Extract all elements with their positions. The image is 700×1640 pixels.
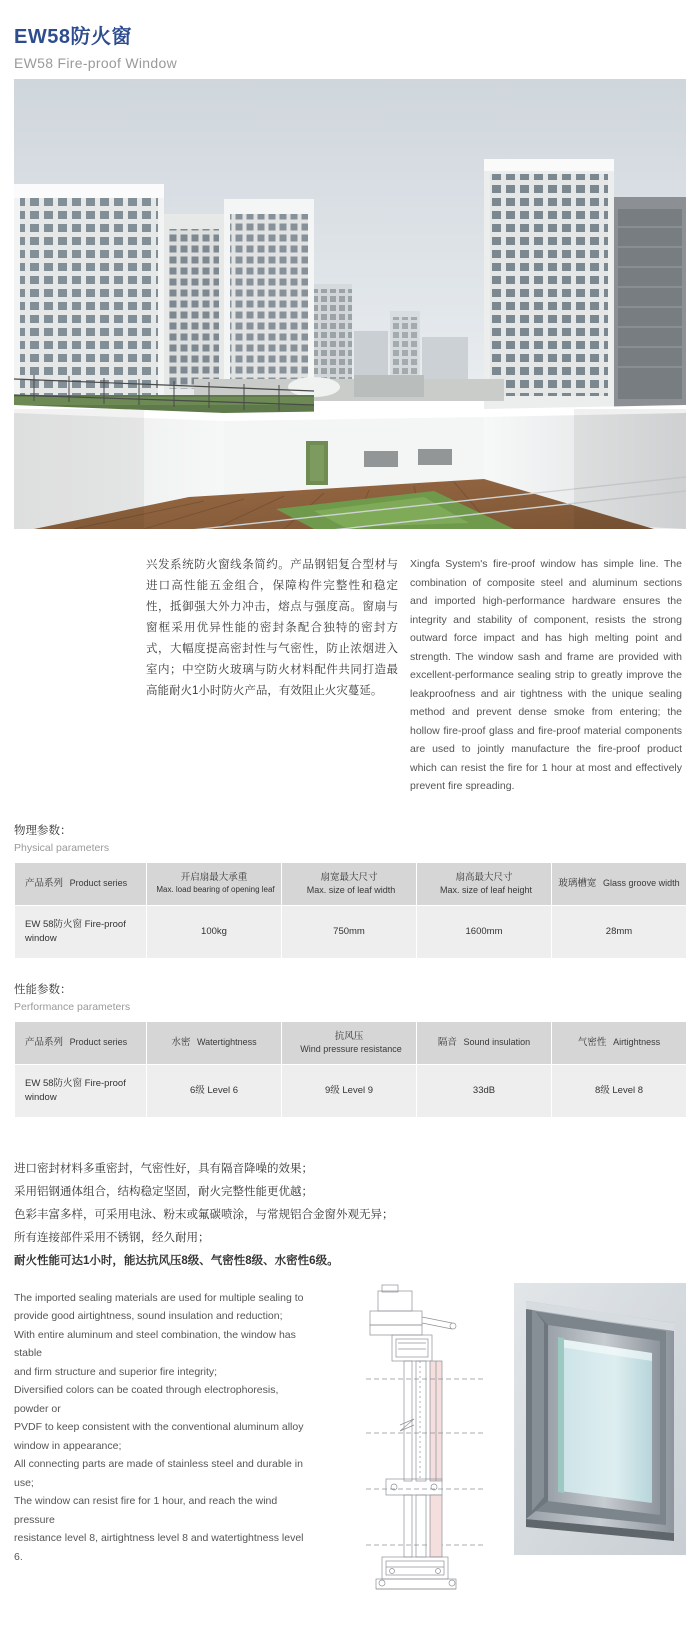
hero-image <box>14 79 686 529</box>
feature-en-line-7: window in appearance; <box>14 1439 122 1452</box>
feature-en-line-5: Diversified colors can be coated through electrophoresis, powder or <box>14 1384 279 1415</box>
col-load-bearing-cn: 开启扇最大承重 <box>180 871 248 883</box>
cell-series <box>15 1064 147 1117</box>
feature-en-line-3: With entire aluminum and steel combination, the window has stable <box>14 1328 296 1360</box>
cell-sound-insulation: 33dB <box>417 1064 552 1117</box>
table-row <box>15 1064 687 1117</box>
feature-en-line-6: PVDF to keep consistent with the conventional aluminum alloy <box>14 1421 304 1434</box>
cell-leaf-height: 1600mm <box>417 905 552 958</box>
col-product-series-en: Product series <box>69 1037 128 1048</box>
col-airtightness-cn: 气密性 <box>577 1037 607 1049</box>
intro-text-cn: 兴发系统防火窗线条简约。产品钢铝复合型材与进口高性能五金组合，保障构件完整性和稳定性，抵御强大外力冲击，熔点与强度高。窗扇与窗框采用优异性能的密封条配合独特的密封方式，大幅度提高密封性与气密性，防止浓烟进入室内；中空防火玻璃与防火材料配件共同打造最高能耐火1小时防火产品，有效阻止火灾蔓延。 <box>146 559 398 697</box>
feature-line-2: 采用铝钢通体组合，结构稳定坚固，耐火完整性能更优越； <box>14 1185 313 1198</box>
col-product-series-cn: 产品系列 <box>25 1037 64 1049</box>
col-leaf-height-en: Max. size of leaf height <box>439 884 533 895</box>
window-corner-photo <box>514 1283 686 1555</box>
features-list-cn <box>14 1158 686 1273</box>
table-header-row <box>15 1021 687 1064</box>
feature-en-line-4: and firm structure and superior fire integrity; <box>14 1365 218 1378</box>
col-wind-pressure-cn: 抗风压 <box>334 1030 364 1042</box>
physical-label-en: Physical parameters <box>14 841 110 854</box>
col-watertightness-en: Watertightness <box>196 1037 257 1048</box>
page-title: EW58防火窗 <box>14 26 132 48</box>
col-wind-pressure <box>282 1021 417 1064</box>
page-subtitle: EW58 Fire-proof Window <box>14 55 177 71</box>
cell-airtightness: 8级 Level 8 <box>552 1064 687 1117</box>
col-product-series <box>15 862 147 905</box>
intro-section <box>14 555 686 796</box>
intro-text-en: Xingfa System's fire-proof window has simple line. The combination of composite steel and aluminum sections and imported high-performance hardware ensures the integrity and stability of component, resists the strong outward force impact and has high melting point and strength. The window sash and frame are provided with excellent-performance sealing strip to greatly improve the leakproofness and air tightness with the unique sealing method and prevent dense smoke from entering; the hollow fire-proof glass and fire-proof material components are used to jointly manufacture the fire-proof product which can resist the fire for 1 hour at most and effectively prevent fire spreading. <box>410 558 682 792</box>
col-airtightness <box>552 1021 687 1064</box>
col-wind-pressure-en: Wind pressure resistance <box>300 1043 402 1054</box>
col-sound-insulation-cn: 隔音 <box>437 1037 457 1049</box>
feature-en-line-2: provide good airtightness, sound insulation and reduction; <box>14 1310 283 1323</box>
col-leaf-height <box>417 862 552 905</box>
cell-watertightness: 6级 Level 6 <box>147 1064 282 1117</box>
cell-series <box>15 905 147 958</box>
performance-parameters-label <box>14 981 686 1015</box>
cell-series-en: Fire-proof window <box>25 1077 126 1103</box>
figures-row <box>356 1283 686 1603</box>
col-product-series-cn: 产品系列 <box>25 878 64 889</box>
col-leaf-height-cn: 扇高最大尺寸 <box>455 871 513 883</box>
performance-label-cn: 性能参数： <box>14 983 72 996</box>
cell-glass-groove: 28mm <box>552 905 687 958</box>
col-glass-groove <box>552 862 687 905</box>
section-drawing <box>356 1283 496 1603</box>
col-watertightness-cn: 水密 <box>171 1037 191 1049</box>
feature-line-1: 进口密封材料多重密封，气密性好，具有隔音降噪的效果； <box>14 1162 313 1175</box>
cell-series-cn: EW 58防火窗 <box>25 1077 83 1089</box>
feature-line-highlight: 耐火性能可达1小时，能达抗风压8级、气密性8级、水密性6级。 <box>14 1254 339 1267</box>
col-load-bearing <box>147 862 282 905</box>
features-section <box>14 1158 686 1603</box>
col-airtightness-en: Airtightness <box>613 1037 661 1048</box>
feature-line-4: 所有连接部件采用不锈钢，经久耐用； <box>14 1231 210 1244</box>
cell-load-bearing: 100kg <box>147 905 282 958</box>
col-leaf-width-en: Max. size of leaf width <box>306 884 396 895</box>
col-product-series-en: Product series <box>69 878 128 888</box>
feature-en-line-8: All connecting parts are made of stainless steel and durable in use; <box>14 1458 303 1489</box>
physical-parameters-table <box>14 862 687 959</box>
cell-series-cn: EW 58防火窗 <box>25 918 83 930</box>
page-header <box>14 0 686 79</box>
performance-parameters-table <box>14 1021 687 1118</box>
cell-leaf-width: 750mm <box>282 905 417 958</box>
feature-line-3: 色彩丰富多样，可采用电泳、粉末或氟碳喷涂，与常规铝合金窗外观无异； <box>14 1208 394 1221</box>
col-glass-groove-en: Glass groove width <box>603 878 680 888</box>
col-leaf-width <box>282 862 417 905</box>
feature-en-line-1: The imported sealing materials are used for multiple sealing to <box>14 1291 304 1304</box>
col-sound-insulation-en: Sound insulation <box>463 1037 531 1048</box>
col-product-series <box>15 1021 147 1064</box>
features-list-en <box>14 1289 304 1567</box>
feature-en-line-9: The window can resist fire for 1 hour, and reach the wind pressure <box>14 1495 278 1526</box>
features-text-en-block <box>14 1273 308 1567</box>
cell-wind-pressure: 9级 Level 9 <box>282 1064 417 1117</box>
table-row <box>15 905 687 958</box>
table-header-row <box>15 862 687 905</box>
performance-label-en: Performance parameters <box>14 1000 131 1013</box>
feature-en-line-10: resistance level 8, airtightness level 8 and watertightness level 6. <box>14 1532 304 1563</box>
col-watertightness <box>147 1021 282 1064</box>
physical-parameters-label <box>14 822 686 856</box>
col-glass-groove-cn: 玻璃槽宽 <box>558 878 597 889</box>
col-leaf-width-cn: 扇宽最大尺寸 <box>320 871 378 883</box>
features-bottom-row <box>14 1273 686 1603</box>
col-load-bearing-en: Max. load bearing of opening leaf <box>156 885 275 894</box>
physical-label-cn: 物理参数： <box>14 824 72 837</box>
col-sound-insulation <box>417 1021 552 1064</box>
cell-series-en: Fire-proof window <box>25 918 126 944</box>
